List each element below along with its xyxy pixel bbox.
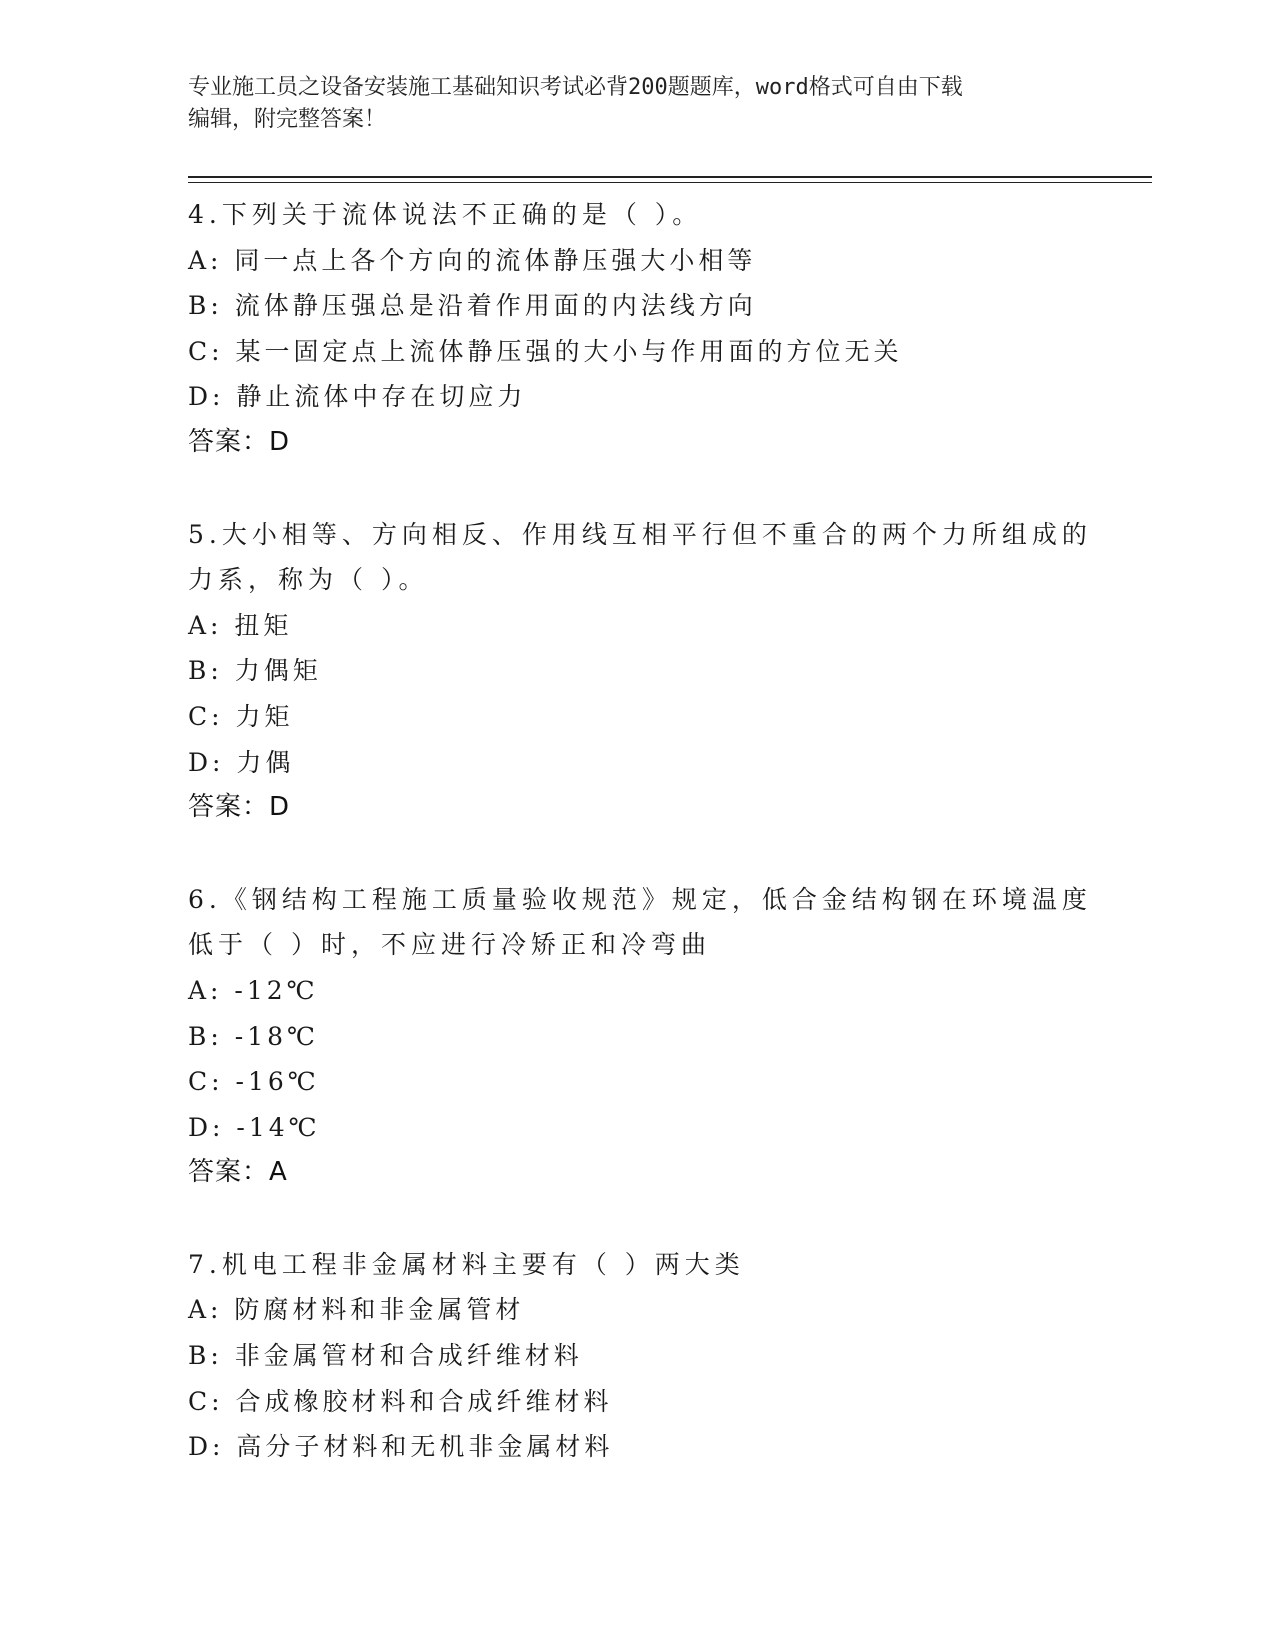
answer-option: B: 非金属管材和合成纤维材料 xyxy=(188,1341,583,1371)
question-list xyxy=(188,192,1092,1470)
answer-option: C: 合成橡胶材料和合成纤维材料 xyxy=(188,1386,613,1416)
answer-option: C: 某一固定点上流体静压强的大小与作用面的方位无关 xyxy=(188,336,903,366)
question-block xyxy=(188,192,1088,466)
answer-option: D: -14℃ xyxy=(188,1112,321,1142)
answer-option: A: -12℃ xyxy=(188,975,319,1005)
answer-option: D: 高分子材料和无机非金属材料 xyxy=(188,1432,614,1462)
question-stem-line: 力系，称为（ ）。 xyxy=(188,565,429,595)
question-stem-line: 6.《钢结构工程施工质量验收规范》规定，低合金结构钢在环境温度 xyxy=(188,884,1092,914)
question-block xyxy=(188,877,1092,1196)
question-stem-line: 4.下列关于流体说法不正确的是（ ）。 xyxy=(188,200,703,229)
answer-option: A: 同一点上各个方向的流体静压强大小相等 xyxy=(188,245,757,275)
question-stem-line: 5.大小相等、方向相反、作用线互相平行但不重合的两个力所组成的 xyxy=(188,519,1092,549)
question-stem-line: 7.机电工程非金属材料主要有（ ）两大类 xyxy=(188,1249,745,1279)
answer-key: 答案：D xyxy=(188,792,291,823)
question-block xyxy=(188,1242,1088,1470)
question-block xyxy=(188,512,1092,831)
header-title-line-1: 专业施工员之设备安装施工基础知识考试必背200题题库，word格式可自由下载 xyxy=(188,75,963,100)
answer-key: 答案：A xyxy=(188,1157,288,1188)
question-stem-line: 低于（ ）时，不应进行冷矫正和冷弯曲 xyxy=(188,930,711,960)
answer-option: B: 流体静压强总是沿着作用面的内法线方向 xyxy=(188,291,757,321)
answer-option: C: 力矩 xyxy=(188,701,294,731)
header-divider-thick xyxy=(188,176,1152,178)
answer-option: C: -16℃ xyxy=(188,1067,320,1097)
answer-option: B: -18℃ xyxy=(188,1021,319,1051)
answer-option: D: 静止流体中存在切应力 xyxy=(188,382,527,412)
answer-option: D: 力偶 xyxy=(188,747,295,777)
header-divider-thin xyxy=(188,182,1152,183)
header-title-line-2: 编辑，附完整答案！ xyxy=(188,107,387,132)
answer-option: A: 防腐材料和非金属管材 xyxy=(188,1295,525,1325)
document-header xyxy=(188,72,1088,136)
answer-key: 答案：D xyxy=(188,426,291,457)
answer-option: A: 扭矩 xyxy=(188,610,293,640)
answer-option: B: 力偶矩 xyxy=(188,656,322,686)
